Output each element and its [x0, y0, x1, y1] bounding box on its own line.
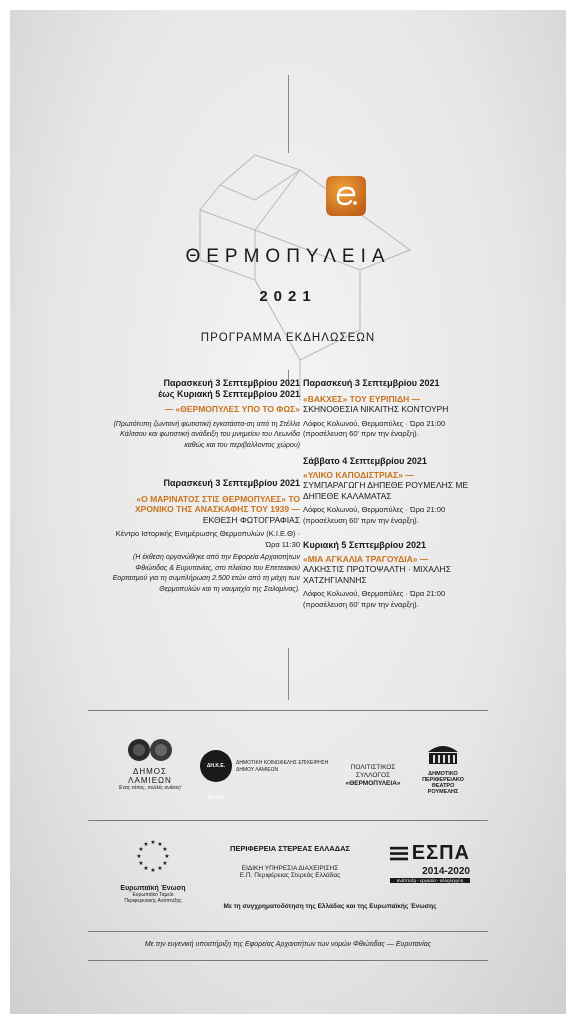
espa-mark — [390, 842, 470, 865]
event-place: Λόφος Κολωνού, Θερμοπύλες · Ώρα 21:00 (προσέλευση 60' πριν την έναρξη). — [303, 418, 446, 438]
event-note: (Η έκθεση οργανώθηκε από την Εφορεία Αρχαιοτήτων Φθιώτιδας & Ευρυτανίας, στο πλαίσιο του Επετειακού Εορτασμού για τη συμπλήρωση 2.500 ετών από τη μάχη των Θερμοπυλών και τη ναυμαχία της Σαλαμίνας). — [112, 554, 300, 593]
dikedil-circle — [200, 750, 232, 801]
event-date: Κυριακή 5 Σεπτεμβρίου 2021 — [303, 540, 427, 550]
syllogos-line3: «ΘΕΡΜΟΠΥΛΕΙΑ» — [345, 780, 401, 787]
svg-text:★: ★ — [162, 847, 168, 853]
event-date: Παρασκευή 3 Σεπτεμβρίου 2021 — [163, 378, 300, 388]
svg-text:★: ★ — [157, 866, 163, 872]
dimos-tagline: Ένας τόπος, πολλές ανάσες! — [118, 785, 182, 791]
event-title: «ΥΛΙΚΟ ΚΑΠΟΔΙΣΤΡΙΑΣ» — — [303, 469, 414, 480]
theatre-building-icon — [426, 740, 460, 766]
region-name: ΠΕΡΙΦΕΡΕΙΑ ΣΤΕΡΕΑΣ ΕΛΛΑΔΑΣ — [229, 844, 351, 853]
espa-text: ΕΣΠΑ — [411, 842, 470, 864]
event-place: Κέντρο Ιστορικής Ενημέρωσης Θερμοπυλών (Κ.Ι.Ε.Θ) · Ώρα 11:30 — [115, 529, 300, 549]
svg-text:★: ★ — [150, 840, 156, 846]
eu-logo-block — [108, 838, 198, 904]
service-name: ΕΙΔΙΚΗ ΥΠΗΡΕΣΙΑ ΔΙΑΧΕΙΡΙΣΗΣ — [241, 865, 339, 872]
espa-years: 2014-2020 — [422, 866, 470, 877]
page-title: ΘΕΡΜΟΠΥΛΕΙΑ — [185, 246, 391, 267]
event-subtitle: ΣΥΜΠΑΡΑΓΩΓΗ ΔΗΠΕΘΕ ΡΟΥΜΕΛΗΣ ΜΕ ΔΗΠΕΘΕ ΚΑΛΑΜΑΤΑΣ — [303, 480, 469, 501]
svg-text:★: ★ — [157, 842, 163, 848]
event-place: Λόφος Κολωνού, Θερμοπύλες · Ώρα 21:00 (προσέλευση 60' πριν την έναρξη). — [303, 589, 446, 609]
dikedil-full-name: ΔΗΜΟΤΙΚΗ ΚΟΙΝΩΦΕΛΗΣ ΕΠΙΧΕΙΡΗΣΗ ΔΗΜΟΥ ΛΑΜΙΕΩΝ — [236, 760, 329, 773]
footer-text: Με την ευγενική υποστήριξη της Εφορείας Αρχαιοτήτων των νομών Φθιώτιδας — Ευρυτανίας — [144, 941, 432, 948]
event-light-installation — [108, 378, 300, 451]
event-subtitle: ΕΚΘΕΣΗ ΦΩΤΟΓΡΑΦΙΑΣ — [202, 514, 300, 525]
event-title: «Ο ΜΑΡΙΝΑΤΟΣ ΣΤΙΣ ΘΕΡΜΟΠΥΛΕΣ» ΤΟ ΧΡΟΝΙΚΟ ΤΗΣ ΑΝΑΣΚΑΦΗΣ ΤΟΥ 1939 — — [134, 493, 300, 514]
theatro-line1: ΔΗΜΟΤΙΚΟ — [428, 771, 458, 777]
event-date: Παρασκευή 3 Σεπτεμβρίου 2021 — [163, 478, 300, 488]
cofund-text: Με τη συγχρηματοδότηση της Ελλάδας και της Ευρωπαϊκής Ένωσης — [223, 903, 437, 910]
bottom-divider-line — [288, 648, 289, 700]
festival-logo-icon — [323, 173, 369, 219]
top-divider-line — [288, 75, 289, 153]
event-date: Παρασκευή 3 Σεπτεμβρίου 2021 — [303, 378, 440, 388]
event-date: Σάββατο 4 Σεπτεμβρίου 2021 — [303, 456, 427, 466]
event-title: — «ΘΕΡΜΟΠΥΛΕΣ ΥΠΟ ΤΟ ΦΩΣ» — [164, 404, 300, 414]
separator-line — [88, 820, 488, 821]
espa-stripes-icon — [390, 844, 410, 864]
poster — [10, 10, 566, 1014]
theatro-logo — [418, 740, 468, 795]
theatro-line4: ΡΟΥΜΕΛΗΣ — [427, 789, 459, 795]
event-title: «ΒΑΚΧΕΣ» ΤΟΥ ΕΥΡΙΠΙΔΗ — — [303, 393, 421, 404]
theatro-line3: ΘΕΑΤΡΟ — [431, 783, 455, 789]
coin-emblem-icon — [125, 738, 175, 762]
syllogos-text — [338, 764, 408, 788]
svg-text:★: ★ — [136, 854, 142, 860]
svg-text:★: ★ — [138, 847, 144, 853]
separator-line — [88, 710, 488, 711]
eu-stars-icon — [135, 838, 171, 874]
svg-text:★: ★ — [162, 861, 168, 867]
event-photo-exhibition — [108, 478, 300, 595]
dikedil-logo — [200, 750, 330, 801]
event-subtitle: ΣΚΗΝΟΘΕΣΙΑ ΝΙΚΑΙΤΗΣ ΚΟΝΤΟΥΡΗ — [303, 404, 449, 414]
espa-logo — [390, 842, 470, 883]
eu-fund-line2: Περιφερειακής Ανάπτυξης — [124, 898, 182, 904]
dimos-name: ΔΗΜΟΣ ΛΑΜΙΕΩΝ — [128, 767, 172, 785]
svg-text:★: ★ — [164, 854, 170, 860]
theatro-line2: ΠΕΡΙΦΕΡΕΙΑΚΟ — [422, 777, 464, 783]
svg-text:★: ★ — [150, 868, 156, 874]
eu-name: Ευρωπαϊκή Ένωση — [120, 885, 186, 892]
event-date-end: έως Κυριακή 5 Σεπτεμβρίου 2021 — [158, 388, 300, 399]
event-kapodistrias — [303, 456, 473, 526]
event-year: 2021 — [259, 288, 317, 305]
event-note: (Πρωτότυπη ζωντανή φωτιστική εγκατάστα-ση από τη Στέλλα Κάλτσου και φωτιστική ανάδειξη του μνημείου του Λεωνίδα καθώς και του περιβάλλοντος χώρου) — [113, 420, 300, 449]
dimos-lamieon-logo — [114, 738, 186, 791]
svg-text:★: ★ — [143, 866, 149, 872]
dikedil-short: ΔΗ.Κ.Ε. ΔΗ.ΛΑ. — [206, 763, 226, 801]
eu-fund-line1: Ευρωπαϊκό Ταμείο — [132, 892, 174, 898]
svg-text:★: ★ — [138, 861, 144, 867]
syllogos-line1: ΠΟΛΙΤΙΣΤΙΚΟΣ — [350, 764, 396, 771]
svg-text:★: ★ — [143, 842, 149, 848]
espa-tagline: ανάπτυξη - εργασία - αλληλεγγύη — [390, 878, 470, 883]
background-outline-shape — [160, 130, 420, 410]
event-subtitle: ΑΛΚΗΣΤΙΣ ΠΡΩΤΟΨΑΛΤΗ · ΜΙΧΑΛΗΣ ΧΑΤΖΗΓΙΑΝΝΗΣ — [303, 564, 451, 585]
event-bacchae — [303, 378, 473, 440]
syllogos-line2: ΣΥΛΛΟΓΟΣ — [355, 772, 391, 779]
separator-line — [88, 960, 488, 961]
program-name: Ε.Π. Περιφέρειας Στερεάς Ελλάδας — [239, 872, 341, 879]
region-block — [200, 844, 380, 879]
event-place: Λόφος Κολωνού, Θερμοπύλες · Ώρα 21:00 (προσέλευση 60' πριν την έναρξη). — [303, 505, 446, 525]
event-title: «ΜΙΑ ΑΓΚΑΛΙΑ ΤΡΑΓΟΥΔΙΑ» — — [303, 553, 429, 564]
separator-line — [88, 931, 488, 932]
program-subtitle: ΠΡΟΓΡΑΜΜΑ ΕΚΔΗΛΩΣΕΩΝ — [200, 332, 376, 344]
event-songs — [303, 540, 473, 610]
